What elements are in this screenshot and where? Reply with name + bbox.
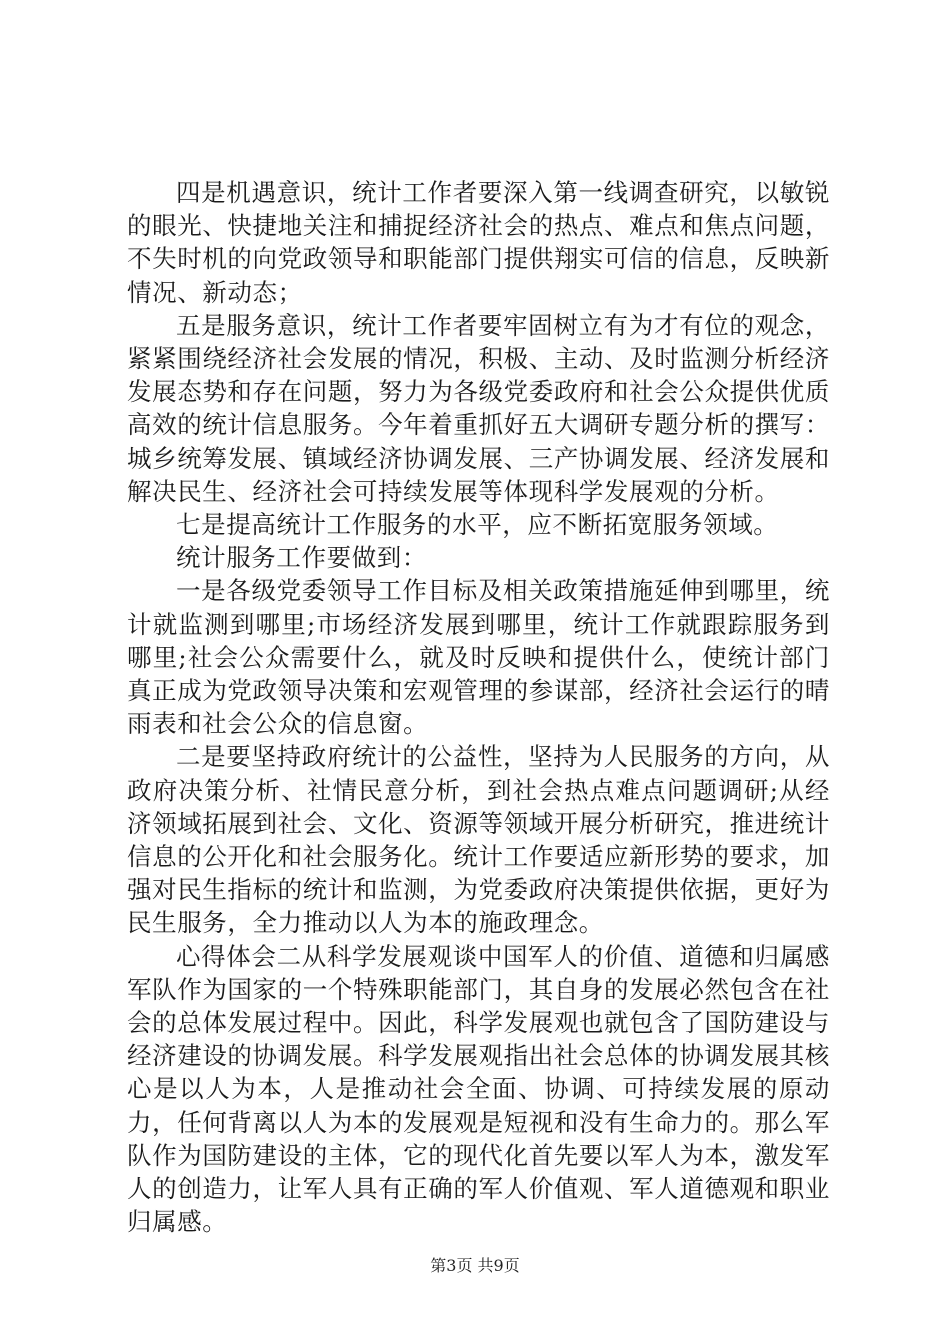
paragraph-opportunity-awareness: 四是机遇意识，统计工作者要深入第一线调查研究，以敏锐的眼光、快捷地关注和捕捉经济社会的热点、难点和焦点问题，不失时机的向党政领导和职能部门提供翔实可信的信息，反映新情况、新动态； [127,178,830,307]
paragraph-point-two: 二是要坚持政府统计的公益性，坚持为人民服务的方向，从政府决策分析、社情民意分析，到社会热点难点问题调研;从经济领域拓展到社会、文化、资源等领域开展分析研究，推进统计信息的公开化和社会服务化。统计工作要适应新形势的要求，加强对民生指标的统计和监测，为党委政府决策提供依据，更好为民生服务，全力推动以人为本的施政理念。 [127,742,830,938]
paragraph-service-requirements: 统计服务工作要做到： [176,543,427,573]
document-body [127,176,830,1239]
page-number-footer: 第3页 共9页 [430,1256,520,1275]
paragraph-service-level: 七是提高统计工作服务的水平，应不断拓宽服务领域。 [176,510,779,540]
paragraph-service-awareness: 五是服务意识，统计工作者要牢固树立有为才有位的观念，紧紧围绕经济社会发展的情况，积极、主动、及时监测分析经济发展态势和存在问题，努力为各级党委政府和社会公众提供优质高效的统计信息服务。今年着重抓好五大调研专题分析的撰写：城乡统筹发展、镇域经济协调发展、三产协调发展、经济发展和解决民生、经济社会可持续发展等体现科学发展观的分析。 [127,310,830,506]
paragraph-reflection-two: 心得体会二从科学发展观谈中国军人的价值、道德和归属感军队作为国家的一个特殊职能部门，其自身的发展必然包含在社会的总体发展过程中。因此，科学发展观也就包含了国防建设与经济建设的协调发展。科学发展观指出社会总体的协调发展其核心是以人为本，人是推动社会全面、协调、可持续发展的原动力，任何背离以人为本的发展观是短视和没有生命力的。那么军队作为国防建设的主体，它的现代化首先要以军人为本，激发军人的创造力，让军人具有正确的军人价值观、军人道德观和职业归属感。 [127,941,830,1237]
paragraph-point-one: 一是各级党委领导工作目标及相关政策措施延伸到哪里，统计就监测到哪里;市场经济发展到哪里，统计工作就跟踪服务到哪里;社会公众需要什么，就及时反映和提供什么，使统计部门真正成为党政领导决策和宏观管理的参谋部，经济社会运行的晴雨表和社会公众的信息窗。 [127,576,830,739]
